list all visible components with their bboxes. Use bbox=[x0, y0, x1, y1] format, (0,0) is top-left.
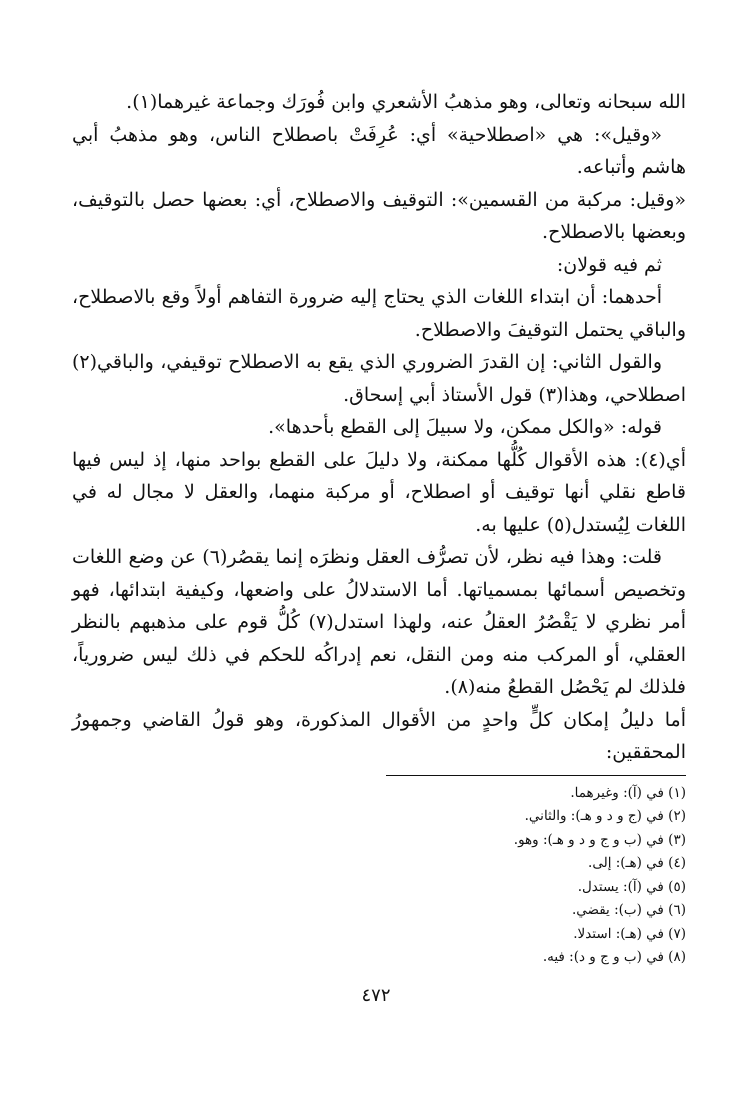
footnote-4: (٤) في (هـ): إلى. bbox=[588, 855, 686, 871]
footnote-1: (١) في (آ): وغيرهما. bbox=[570, 784, 686, 801]
paragraph-6: والقول الثاني: إن القدرَ الضروري الذي يقع به الاصطلاح توقيفي، والباقي(٢) اصطلاحي، وهذا(٣) قول الأستاذ أبي إسحاق. bbox=[72, 351, 686, 406]
page-number: ٤٧٢ bbox=[361, 985, 391, 1006]
footnote-6: (٦) في (ب): يقضي. bbox=[571, 902, 686, 918]
paragraph-3: «وقيل: مركبة من القسمين»: التوقيف والاصطلاح، أي: بعضها حصل بالتوقيف، وبعضها بالاصطلاح. bbox=[72, 188, 686, 243]
main-text bbox=[72, 86, 686, 769]
paragraph-4: ثم فيه قولان: bbox=[556, 253, 662, 276]
footnote-3: (٣) في (ب و ج و د و هـ): وهو. bbox=[513, 831, 686, 848]
paragraph-9: قلت: وهذا فيه نظر، لأن تصرُّف العقل ونظرَه إنما يقصُر(٦) عن وضع اللغات وتخصيص أسمائها بمسمياتها. أما الاستدلالُ على واضعها، وكيفية ابتدائها، فهو أمر نظري لا يَقْصُرُ العقلُ عنه، ولهذا استدل(٧) كُلُّ قوم على مذهبهم بالنظر العقلي، أو المركب منه ومن النقل، نعم إدراكُه للحكم في ذلك ليس ضرورياً، فلذلك لم يَحْصُل القطعُ منه(٨). bbox=[72, 546, 686, 698]
footnote-7: (٧) في (هـ): استدلا. bbox=[573, 925, 686, 942]
page-content bbox=[72, 86, 686, 970]
paragraph-10: أما دليلُ إمكان كلٍّ واحدٍ من الأقوال المذكورة، وهو قولُ القاضي وجمهورُ المحققين: bbox=[72, 708, 686, 763]
footnotes bbox=[72, 782, 686, 970]
paragraph-8: أي(٤): هذه الأقوال كُلُّها ممكنة، ولا دليلَ على القطع بواحد منها، إذ ليس فيها قاطع نقلي أنها توقيف أو اصطلاح، أو مركبة منهما، والعقل لا مجال له في اللغات لِيُستدل(٥) عليها به. bbox=[72, 448, 686, 536]
footnote-2: (٢) في (ج و د و هـ): والثاني. bbox=[524, 808, 686, 824]
footnote-divider bbox=[386, 775, 686, 776]
footnote-8: (٨) في (ب و ج و د): فيه. bbox=[542, 949, 686, 965]
paragraph-2: «وقيل»: هي «اصطلاحية» أي: عُرِفَتْ باصطلاح الناس، وهو مذهبُ أبي هاشم وأتباعه. bbox=[72, 123, 686, 178]
footnote-5: (٥) في (آ): يستدل. bbox=[577, 878, 686, 895]
paragraph-1: الله سبحانه وتعالى، وهو مذهبُ الأشعري وابن فُورَك وجماعة غيرهما(١). bbox=[126, 91, 686, 113]
paragraph-5: أحدهما: أن ابتداء اللغات الذي يحتاج إليه ضرورة التفاهم أولاً وقع بالاصطلاح، والباقي يحتمل التوقيفَ والاصطلاح. bbox=[72, 286, 686, 341]
paragraph-7: قوله: «والكل ممكن، ولا سبيلَ إلى القطع بأحدها». bbox=[268, 416, 662, 438]
